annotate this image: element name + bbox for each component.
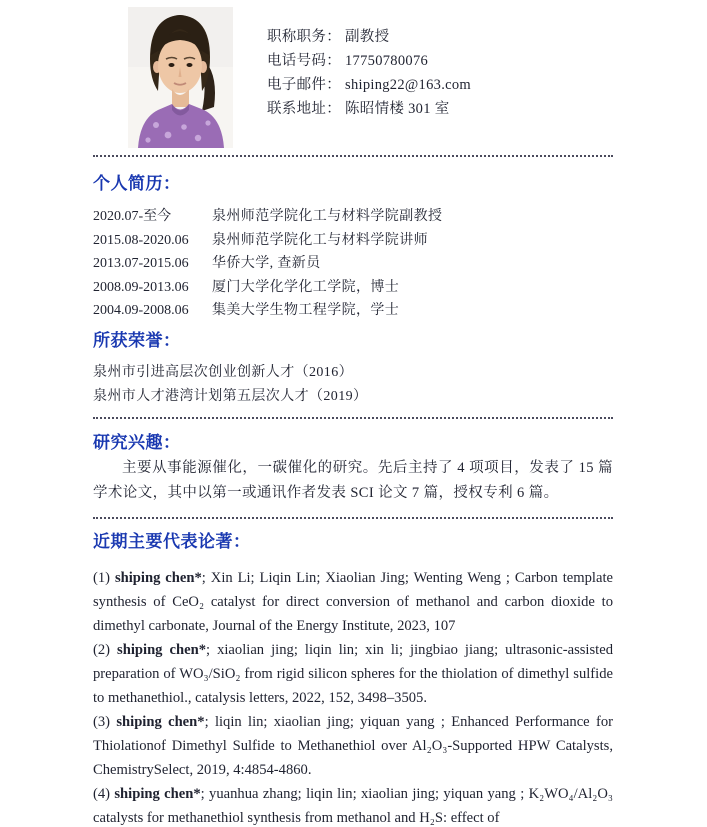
dotted-separator-3 (93, 517, 613, 519)
resume-period: 2004.09-2008.06 (93, 303, 189, 318)
publication-item (93, 710, 613, 782)
contact-row-title (267, 25, 471, 49)
resume-period: 2020.07-至今 (93, 209, 172, 224)
contact-value-title: 副教授 (345, 29, 390, 45)
resume-list (93, 205, 613, 323)
profile-photo (128, 7, 233, 148)
resume-row (93, 299, 613, 323)
portrait-illustration (128, 7, 233, 148)
publication-first-author: shiping chen* (116, 714, 205, 730)
section-title-honors: 所获荣誉： (93, 331, 181, 350)
publication-item (93, 638, 613, 710)
publication-first-author: shiping chen* (114, 786, 201, 802)
resume-detail: 集美大学生物工程学院，学士 (212, 303, 400, 318)
resume-period: 2015.08-2020.06 (93, 232, 189, 248)
resume-period: 2013.07-2015.06 (93, 256, 189, 271)
publication-text: ; xiaolian jing; liqin lin; xin li; jingbiao jiang; ultrasonic-assisted preparation of WO₃/SiO₂ from rigid silicon spheres for the thiolation of dimethyl sulfide to methanethiol., catalysis letters, 2022, 152, 3498–3505. (93, 642, 613, 706)
contact-row-phone (267, 49, 471, 73)
resume-row (93, 205, 613, 229)
contact-row-email (267, 73, 471, 97)
contact-value-address: 陈昭情楼 301 室 (345, 101, 450, 117)
publication-text: ; yuanhua zhang; liqin lin; xiaolian jing; yiquan yang ; K₂WO₄/Al₂O₃ catalysts for methanethiol synthesis from methanol and H₂S: effect of (93, 786, 613, 826)
publication-text: ; Xin Li; Liqin Lin; Xiaolian Jing; Wenting Weng ; Carbon template synthesis of CeO₂ catalyst for direct conversion of methanol and carbon dioxide to dimethyl carbonate, Journal of the Energy Institute, 2023, 107 (93, 570, 613, 634)
publication-list (93, 566, 613, 827)
publication-number: (4) (93, 786, 115, 802)
resume-detail: 泉州师范学院化工与材料学院副教授 (212, 209, 443, 224)
publication-item (93, 566, 613, 638)
resume-row (93, 252, 613, 276)
contact-label-email: 电子邮件： (267, 77, 341, 93)
contact-info (267, 25, 471, 121)
contact-label-address: 联系地址： (267, 101, 341, 117)
resume-period: 2008.09-2013.06 (93, 279, 189, 295)
publication-number: (2) (93, 642, 118, 658)
contact-label-title: 职称职务： (267, 29, 341, 45)
contact-value-email: shiping22@163.com (345, 77, 471, 93)
contact-row-address (267, 97, 471, 121)
publication-text: ; liqin lin; xiaolian jing; yiquan yang ; Enhanced Performance for Thiolationof Dimethyl Sulfide to Methanethiol over Al₂O₃-Supported HPW Catalysts, ChemistrySelect, 2019, 4:4854-4860. (93, 714, 613, 778)
dotted-separator-1 (93, 155, 613, 157)
honor-item: 泉州市人才港湾计划第五层次人才（2019） (93, 388, 368, 404)
honors-list (93, 361, 613, 408)
contact-value-phone: 17750780076 (345, 53, 429, 69)
section-title-publications: 近期主要代表论著： (93, 532, 251, 551)
resume-detail: 泉州师范学院化工与材料学院讲师 (212, 232, 428, 248)
honor-item: 泉州市引进高层次创业创新人才（2016） (93, 365, 353, 380)
contact-label-phone: 电话号码： (267, 53, 341, 69)
resume-detail: 厦门大学化学化工学院，博士 (212, 279, 400, 295)
resume-detail: 华侨大学, 查新员 (212, 256, 321, 271)
dotted-separator-2 (93, 417, 613, 419)
resume-row (93, 276, 613, 300)
interests-paragraph: 主要从事能源催化，一碳催化的研究。先后主持了 4 项项目，发表了 15 篇学术论文，其中以第一或通讯作者发表 SCI 论文 7 篇，授权专利 6 篇。 (93, 460, 613, 501)
publication-item (93, 782, 613, 827)
publication-first-author: shiping chen* (117, 642, 206, 658)
publication-number: (3) (93, 714, 117, 730)
publication-first-author: shiping chen* (114, 570, 202, 586)
section-title-interests: 研究兴趣： (93, 433, 181, 452)
section-title-resume: 个人简历： (93, 174, 181, 193)
resume-row (93, 229, 613, 253)
publication-number: (1) (93, 570, 115, 586)
